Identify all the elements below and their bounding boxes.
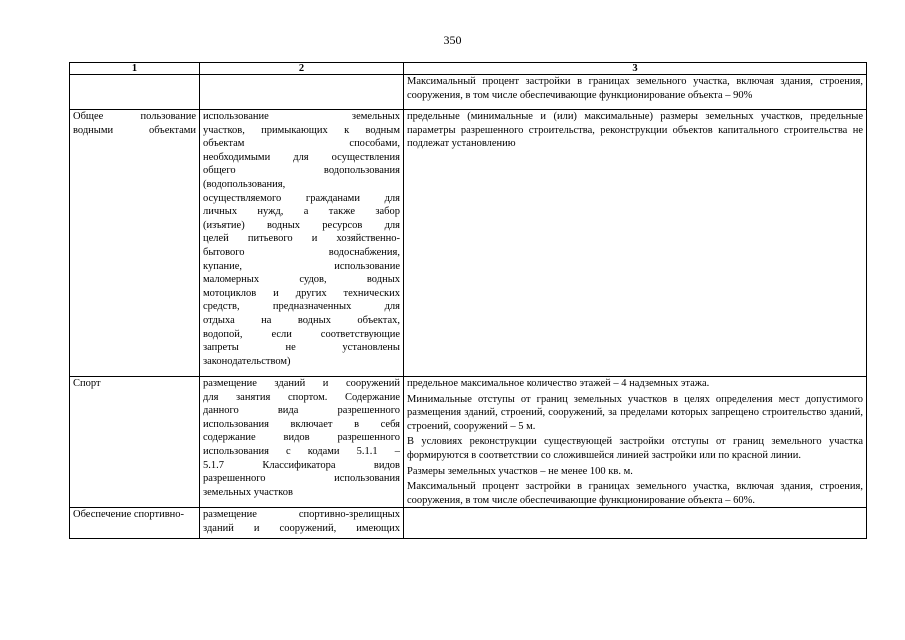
description-line: запреты не установлены — [203, 342, 400, 354]
header-row — [70, 63, 867, 75]
description-line: 5.1.7 Классификатора видов — [203, 459, 400, 471]
parameter-text: предельные (минимальные и (или) максимальные) размеры земельных участков, предельные параметры разрешенного строительства, реконструкции объектов капитального строительства не подлежат установлению — [407, 111, 863, 150]
description-line: отдыха на водных объектах, — [203, 314, 400, 326]
column-header-3: 3 — [404, 63, 867, 75]
description-line: для занятия спортом. Содержание — [203, 391, 400, 403]
description-line: средств, предназначенных для — [203, 301, 400, 313]
description-line: земельных участков — [203, 486, 293, 498]
description-line: законодательством) — [203, 355, 291, 367]
use-name-cell: Общее пользование водными объектами — [70, 110, 200, 377]
use-description-cell — [200, 110, 404, 377]
description-line: необходимыми для осуществления — [203, 151, 400, 163]
parameter-text: Максимальный процент застройки в границах земельного участка, включая здания, строения, сооружения, в том числе обеспечивающие функционирование объекта – 60%. — [407, 481, 863, 506]
use-description-cell — [200, 377, 404, 508]
description-line: бытового водоснабжения, — [203, 246, 400, 258]
description-line: размещение зданий и сооружений — [203, 378, 400, 389]
description-line: использования включает в себя — [203, 418, 400, 430]
use-name-cell: Спорт — [70, 377, 200, 508]
use-name-cell: Обеспечение спортивно- — [70, 508, 200, 539]
description-line: купание, использование — [203, 260, 400, 272]
description-line: содержание видов разрешенного — [203, 432, 400, 444]
column-header-2: 2 — [200, 63, 404, 75]
column-header-1: 1 — [70, 63, 200, 75]
description-line: участков, примыкающих к водным — [203, 124, 400, 136]
parameter-text: Размеры земельных участков – не менее 100 кв. м. — [407, 465, 633, 477]
use-name-cell — [70, 75, 200, 110]
parameters-cell — [404, 75, 867, 110]
description-line: размещение спортивно-зрелищных — [203, 509, 400, 521]
description-line: (изъятие) водных ресурсов для — [203, 219, 400, 231]
parameters-cell — [404, 110, 867, 377]
table-row — [70, 110, 867, 377]
description-line: личных нужд, а также забор — [203, 206, 400, 218]
table-row — [70, 508, 867, 539]
description-line: использования с кодами 5.1.1 – — [203, 445, 400, 457]
description-line: водопой, если соответствующие — [203, 328, 400, 340]
parameter-text: Минимальные отступы от границ земельных участков в целях определения мест допустимого размещения зданий, строений, сооружений, за пределами которых запрещено строительство зданий, строений, сооружений – 5 м. — [407, 393, 863, 432]
description-line: общего водопользования — [203, 165, 400, 177]
parameter-text: Максимальный процент застройки в границах земельного участка, включая здания, строения, сооружения, в том числе обеспечивающие функционирование объекта – 90% — [407, 76, 863, 101]
parameter-text: предельное максимальное количество этажей – 4 надземных этажа. — [407, 378, 710, 389]
parameter-text: В условиях реконструкции существующей застройки отступы от границ земельного участка формируются в соответствии со сложившейся линией застройки или по красной линии. — [407, 436, 863, 461]
table-row — [70, 75, 867, 110]
description-line: использование земельных — [203, 111, 400, 122]
description-line: мотоциклов и других технических — [203, 287, 400, 299]
description-line: разрешенного использования — [203, 473, 400, 485]
table-row — [70, 377, 867, 508]
description-line: зданий и сооружений, имеющих — [203, 522, 400, 534]
description-line: маломерных судов, водных — [203, 274, 400, 286]
description-line: осуществляемого гражданами для — [203, 192, 400, 204]
parameters-cell — [404, 508, 867, 539]
description-line: объектам способами, — [203, 138, 400, 150]
zoning-table — [69, 62, 867, 539]
description-line: данного вида разрешенного — [203, 405, 400, 417]
page-number: 350 — [443, 33, 462, 47]
description-line: (водопользования, — [203, 178, 286, 190]
parameters-cell — [404, 377, 867, 508]
use-description-cell — [200, 508, 404, 539]
use-description-cell — [200, 75, 404, 110]
description-line: целей питьевого и хозяйственно- — [203, 233, 400, 245]
